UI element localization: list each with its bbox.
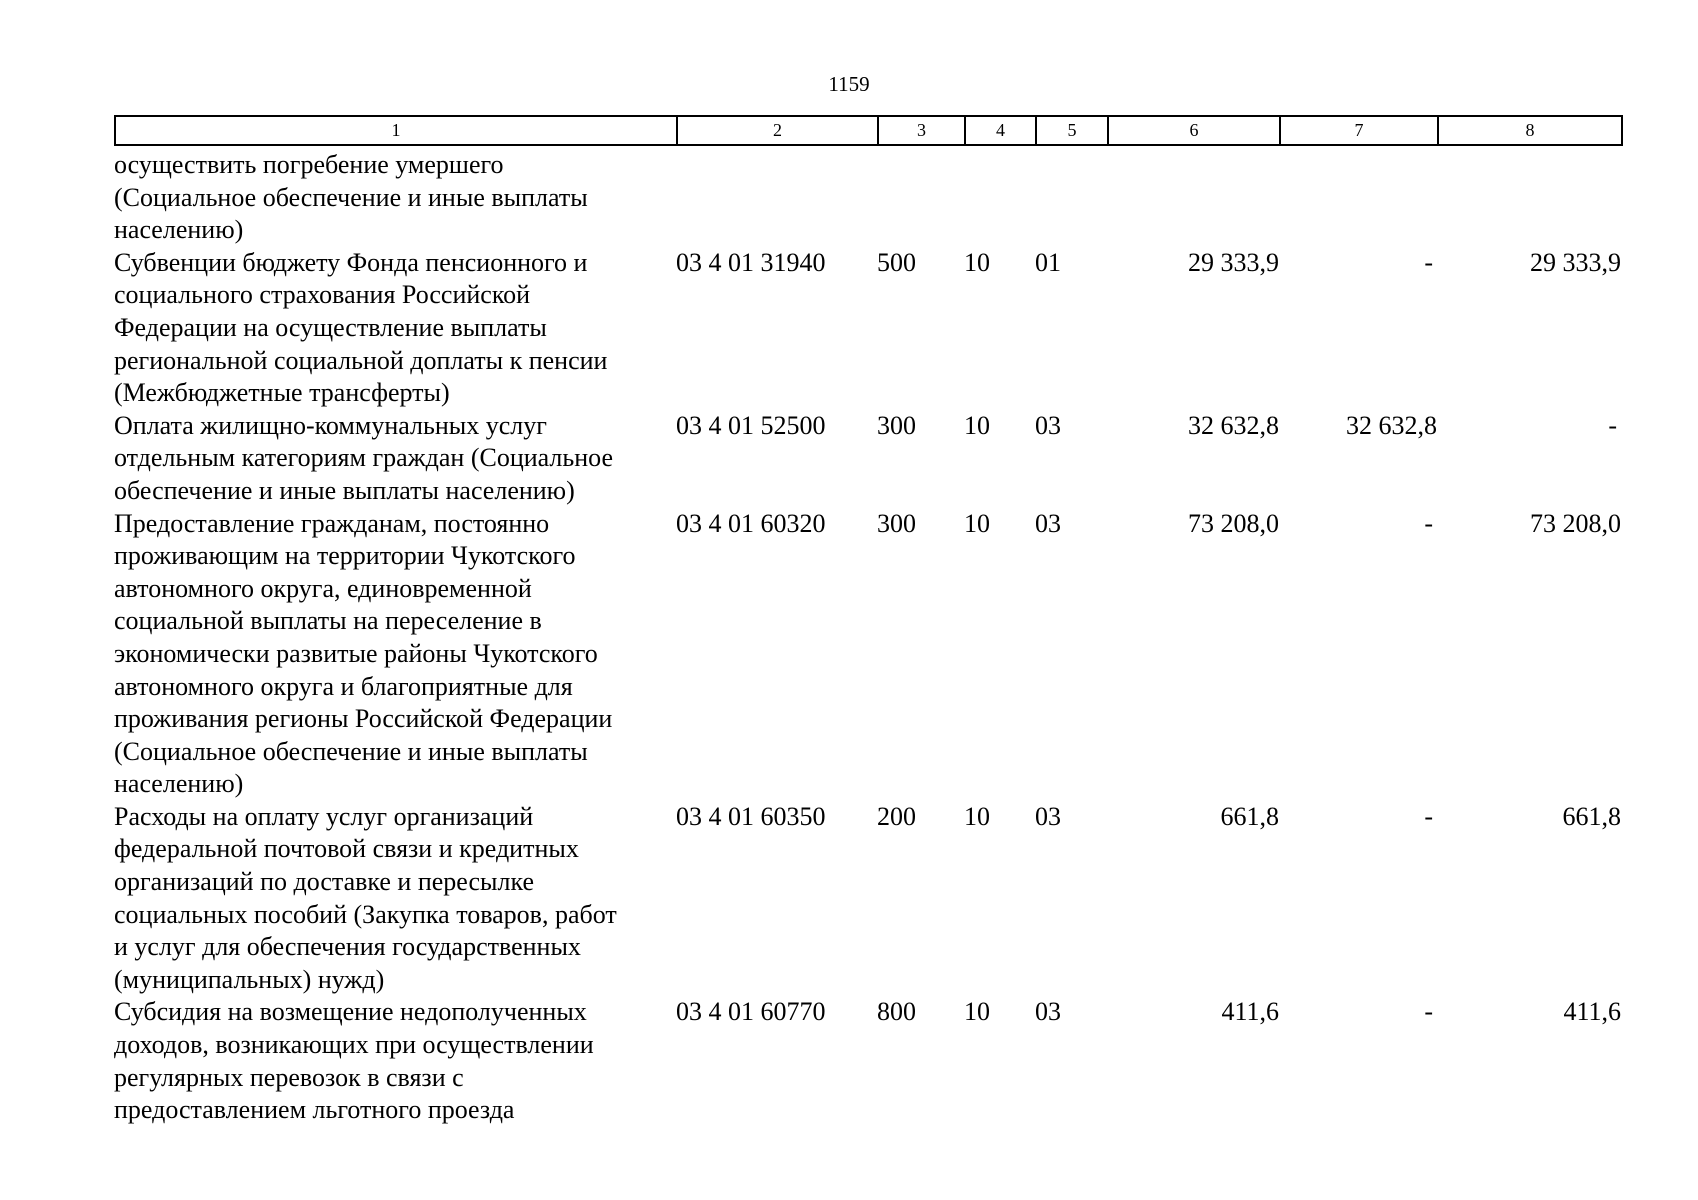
federal-amount: -: [1424, 247, 1433, 277]
header-col-3: 3: [878, 116, 965, 145]
header-col-8: 8: [1438, 116, 1622, 145]
regional-amount: 73 208,0: [1530, 508, 1621, 538]
header-col-4: 4: [965, 116, 1036, 145]
table-row: [114, 508, 1621, 801]
section-code: 10: [964, 247, 990, 277]
header-col-5: 5: [1036, 116, 1108, 145]
expense-name: Субсидия на возмещение недополученных доходов, возникающих при осуществлении регулярных перевозок в связи с предоставлением льготного проезда: [114, 997, 594, 1125]
section-code: 10: [964, 997, 990, 1027]
regional-amount: 661,8: [1562, 801, 1621, 831]
section-code: [964, 149, 1035, 247]
expense-type-code: 500: [877, 247, 916, 277]
total-amount: [1107, 149, 1279, 247]
expense-name: Предоставление гражданам, постоянно проживающим на территории Чукотского автономного округа, единовременной социальной выплаты на переселение в экономически развитые районы Чукотского автономного округа и благоприятные для проживания регионы Российской Федерации (Социальное обеспечение и иные выплаты населению): [114, 508, 613, 799]
subsection-code: 03: [1035, 997, 1061, 1027]
target-code: 03 4 01 60320: [676, 508, 826, 538]
expense-name: Оплата жилищно-коммунальных услуг отдельным категориям граждан (Социальное обеспечение и иные выплаты населению): [114, 410, 614, 505]
section-code: 10: [964, 410, 990, 440]
federal-amount: [1279, 149, 1437, 247]
total-amount: 29 333,9: [1188, 247, 1279, 277]
total-amount: 661,8: [1220, 801, 1279, 831]
expense-type-code: 200: [877, 801, 916, 831]
subsection-code: 03: [1035, 508, 1061, 538]
header-col-2: 2: [677, 116, 878, 145]
regional-amount: 29 333,9: [1530, 247, 1621, 277]
total-amount: 32 632,8: [1188, 410, 1279, 440]
subsection-code: 01: [1035, 247, 1061, 277]
target-code: [676, 149, 877, 247]
regional-amount: 411,6: [1563, 997, 1621, 1027]
header-col-7: 7: [1280, 116, 1438, 145]
federal-amount: -: [1424, 801, 1433, 831]
expense-name: Расходы на оплату услуг организаций федеральной почтовой связи и кредитных организаций по доставке и пересылке социальных пособий (Закупка товаров, работ и услуг для обеспечения государственных (муниципальных) нужд): [114, 801, 617, 994]
expense-type-code: 800: [877, 997, 916, 1027]
page-number: 1159: [828, 72, 870, 96]
expense-type-code: 300: [877, 410, 916, 440]
section-code: 10: [964, 801, 990, 831]
target-code: 03 4 01 31940: [676, 247, 826, 277]
total-amount: 411,6: [1221, 997, 1279, 1027]
total-amount: 73 208,0: [1188, 508, 1279, 538]
budget-table: [114, 149, 1621, 1127]
table-row: [114, 149, 1621, 247]
expense-type-code: [877, 149, 964, 247]
regional-amount: [1437, 149, 1621, 247]
table-row: [114, 801, 1621, 997]
expense-type-code: 300: [877, 508, 916, 538]
federal-amount: -: [1424, 997, 1433, 1027]
column-number-header: [114, 115, 1623, 146]
table-row: [114, 996, 1621, 1126]
subsection-code: 03: [1035, 801, 1061, 831]
target-code: 03 4 01 60770: [676, 997, 826, 1027]
header-col-6: 6: [1108, 116, 1280, 145]
regional-amount: -: [1608, 410, 1617, 440]
target-code: 03 4 01 52500: [676, 410, 826, 440]
federal-amount: -: [1424, 508, 1433, 538]
table-row: [114, 410, 1621, 508]
federal-amount: 32 632,8: [1346, 410, 1437, 440]
subsection-code: [1035, 149, 1107, 247]
subsection-code: 03: [1035, 410, 1061, 440]
expense-name: Субвенции бюджету Фонда пенсионного и социального страхования Российской Федерации на осуществление выплаты региональной социальной доплаты к пенсии (Межбюджетные трансферты): [114, 247, 608, 408]
target-code: 03 4 01 60350: [676, 801, 826, 831]
expense-name: осуществить погребение умершего (Социальное обеспечение и иные выплаты населению): [114, 150, 588, 245]
header-col-1: 1: [115, 116, 677, 145]
section-code: 10: [964, 508, 990, 538]
table-row: [114, 247, 1621, 410]
